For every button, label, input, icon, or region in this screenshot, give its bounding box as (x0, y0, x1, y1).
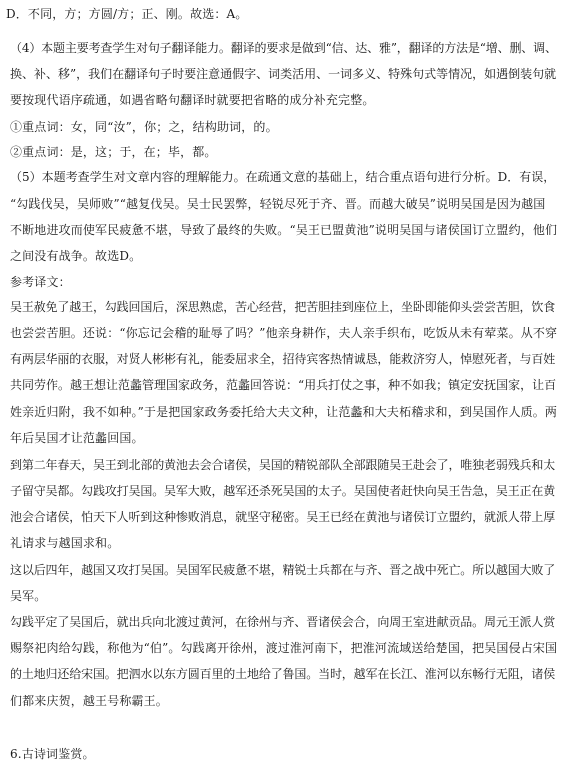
text-line: 年后吴国才让范蠡回国。 (10, 431, 144, 445)
text-line: D．不同，方；方圆/方；正、刚。故选：A。 (6, 7, 248, 21)
text-line: 有两层华丽的衣服，对贤人彬彬有礼，能委屈求全，招待宾客热情诚恳，能救济穷人，悼慰死者，与百姓 (10, 352, 556, 366)
text-line: 参考译文： (10, 275, 71, 289)
text-line: 们都来庆贺，越王号称霸王。 (10, 694, 168, 708)
text-line: ②重点词：是，这；于，在；毕，都。 (10, 145, 217, 159)
text-line: 的土地归还给宋国。把泗水以东方圆百里的土地给了鲁国。当时，越军在长江、淮河以东畅行无阻，诸侯 (10, 667, 556, 681)
text-line: （5）本题考查学生对文章内容的理解能力。在疏通文意的基础上，结合重点语句进行分析。D．有误， (10, 170, 556, 184)
text-line: ①重点词：女，同“汝”，你；之，结构助词，的。 (10, 120, 278, 134)
text-line: 赐祭祀肉给勾践，称他为“伯”。勾践离开徐州，渡过淮河南下，把淮河流域送给楚国，把吴国侵占宋国 (10, 641, 558, 655)
text-line: 不断地进攻而使军民疲惫不堪，导致了最终的失败。“吴王已盟黄池”说明吴国与诸侯国订立盟约，他们 (10, 223, 558, 237)
text-line: 换、补、移”，我们在翻译句子时要注意通假字、词类活用、一词多义、特殊句式等情况，如遇倒装句就 (10, 67, 557, 81)
text-line: （4）本题主要考查学生对句子翻译能力。翻译的要求是做到“信、达、雅”，翻译的方法是“增、删、调、 (10, 41, 557, 55)
text-line: 到第二年春天，吴王到北部的黄池去会合诸侯，吴国的精锐部队全部跟随吴王赴会了，唯独老弱残兵和太 (10, 458, 556, 472)
text-line: 要按现代语序疏通，如遇省略句翻译时就要把省略的成分补充完整。 (10, 93, 375, 107)
text-line: 这以后四年，越国又攻打吴国。吴国军民疲惫不堪，精锐士兵都在与齐、晋之战中死亡。所以越国大败了 (10, 563, 556, 577)
text-line: 池会合诸侯，怕天下人听到这种惨败消息，就坚守秘密。吴王已经在黄池与诸侯订立盟约，就派人带上厚 (10, 510, 556, 524)
text-line: 也尝尝苦胆。还说：“你忘记会稽的耻辱了吗？”他亲身耕作，夫人亲手织布，吃饭从未有荤菜。从不穿 (10, 326, 558, 340)
text-line: 之间没有战争。故选D。 (10, 249, 142, 263)
section-heading: 6.古诗词鉴赏。 (10, 747, 95, 761)
text-line: 姓亲近归附，我不如种。”于是把国家政务委托给大夫文种，让范蠡和大夫柘稽求和，到吴国作人质。两 (10, 405, 558, 419)
text-line: 共同劳作。越王想让范蠡管理国家政务，范蠡回答说：“用兵打仗之事，种不如我；镇定安抚国家，让百 (10, 378, 557, 392)
text-line: 勾践平定了吴国后，就出兵向北渡过黄河，在徐州与齐、晋诸侯会合，向周王室进献贡品。周元王派人赏 (10, 615, 556, 629)
text-line: 子留守吴都。勾践攻打吴国。吴军大败，越军还杀死吴国的太子。吴国使者赶快向吴王告急，吴王正在黄 (10, 484, 556, 498)
text-line: 吴王赦免了越王，勾践回国后，深思熟虑，苦心经营，把苦胆挂到座位上，坐卧即能仰头尝尝苦胆，饮食 (10, 300, 556, 314)
text-line: 礼请求与越国求和。 (10, 536, 120, 550)
text-line: 吴军。 (10, 589, 47, 603)
text-line: “勾践伐吴，吴师败”“越复伐吴。吴士民罢弊，轻锐尽死于齐、晋。而越大破吴”说明吴国是因为越国 (10, 197, 546, 211)
